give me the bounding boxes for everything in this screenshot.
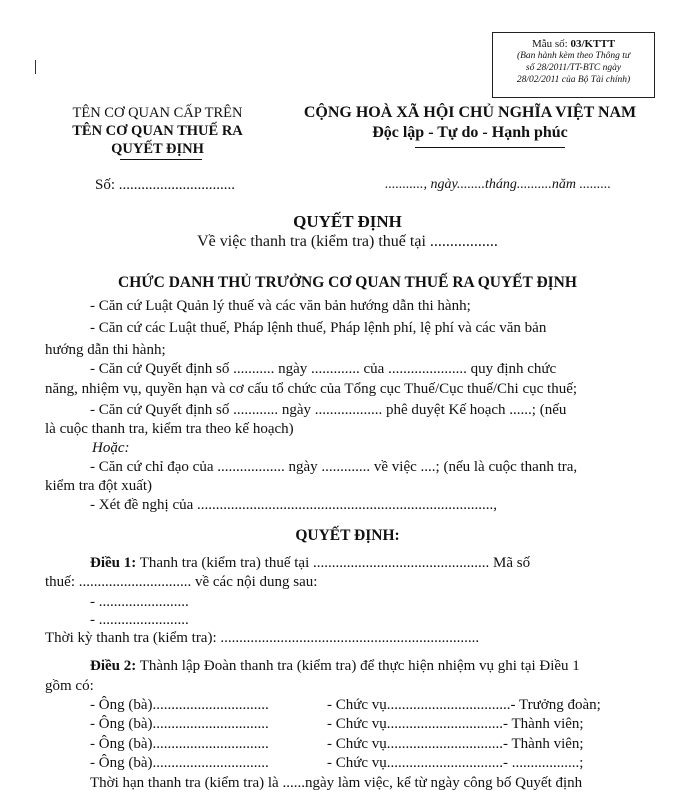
member-position: - Chức vụ...............................- Thành viên; (327, 736, 584, 752)
form-note-line: 28/02/2011 của Bộ Tài chính) (516, 75, 631, 85)
issuing-agency-line-1: TÊN CƠ QUAN THUẾ RA (72, 123, 243, 139)
motto-underline (415, 147, 565, 148)
document-title: QUYẾT ĐỊNH (293, 212, 402, 231)
preamble-alternative: Hoặc: (92, 440, 130, 456)
member-position: - Chức vụ...............................- Thành viên; (327, 716, 584, 732)
member-name: - Ông (bà)............................... (90, 755, 269, 771)
preamble-line: - Xét đề nghị của ..............................................................................., (90, 497, 498, 513)
article-2-line-1: Điều 2: Thành lập Đoàn thanh tra (kiểm tra) để thực hiện nhiệm vụ ghi tại Điều 1 (90, 658, 580, 674)
issuing-agency-line-2: QUYẾT ĐỊNH (111, 141, 204, 157)
inspection-duration: Thời hạn thanh tra (kiểm tra) là ......ngày làm việc, kể từ ngày công bố Quyết định (90, 775, 583, 791)
article-1-label: Điều 1: (90, 555, 137, 571)
text-cursor (35, 60, 36, 74)
form-code-box (492, 32, 655, 98)
article-1-line-2: thuế: .............................. về các nội dung sau: (45, 574, 318, 590)
article-2-label: Điều 2: (90, 658, 137, 674)
article-1-bullet: - ........................ (90, 612, 189, 628)
member-position: - Chức vụ.................................- Trưởng đoàn; (327, 697, 601, 713)
preamble-line: hướng dẫn thi hành; (45, 342, 166, 358)
member-name: - Ông (bà)............................... (90, 716, 269, 732)
decision-heading: QUYẾT ĐỊNH: (295, 527, 400, 544)
preamble-line: là cuộc thanh tra, kiểm tra theo kế hoạch) (45, 421, 294, 437)
preamble-line: - Căn cứ Quyết định số ............ ngày .................. phê duyệt Kế hoạch ......; (nếu (90, 402, 567, 418)
member-name: - Ông (bà)............................... (90, 736, 269, 752)
inspection-period: Thời kỳ thanh tra (kiểm tra): ..................................................................... (45, 630, 480, 646)
member-position: - Chức vụ...............................- ..................; (327, 755, 584, 771)
country-name: CỘNG HOÀ XÃ HỘI CHỦ NGHĨA VIỆT NAM (303, 104, 637, 121)
national-motto: Độc lập - Tự do - Hạnh phúc (372, 124, 568, 141)
preamble-line: - Căn cứ Quyết định số ........... ngày ............. của ..................... quy định chức (90, 361, 557, 377)
document-number: Số: ............................... (95, 177, 236, 193)
article-2-line-2: gồm có: (45, 678, 94, 694)
national-header (280, 103, 660, 143)
member-name: - Ông (bà)............................... (90, 697, 269, 713)
preamble-line: - Căn cứ Luật Quản lý thuế và các văn bản hướng dẫn thi hành; (90, 298, 471, 314)
preamble-line: - Căn cứ các Luật thuế, Pháp lệnh thuế, Pháp lệnh phí, lệ phí và các văn bản (90, 320, 547, 336)
form-note-line: (Ban hành kèm theo Thông tư (516, 51, 631, 61)
form-note-line: số 28/2011/TT-BTC ngày (525, 63, 622, 73)
article-1-line-1: Điều 1: Thanh tra (kiểm tra) thuế tại ............................................... Mã số (90, 555, 531, 571)
article-1-bullet: - ........................ (90, 594, 189, 610)
superior-agency: TÊN CƠ QUAN CẤP TRÊN (72, 105, 243, 121)
preamble-line: năng, nhiệm vụ, quyền hạn và cơ cấu tổ chức của Tổng cục Thuế/Cục thuế/Chi cục thuế; (45, 381, 578, 397)
date-line: ..........., ngày........tháng..........năm ......... (385, 177, 611, 192)
agency-underline (120, 159, 202, 160)
authority-title: CHỨC DANH THỦ TRƯỞNG CƠ QUAN THUẾ RA QUYẾT ĐỊNH (118, 274, 577, 291)
agency-header (60, 104, 255, 158)
document-subtitle: Về việc thanh tra (kiểm tra) thuế tại ................. (197, 233, 498, 250)
preamble-line: kiểm tra đột xuất) (45, 478, 153, 494)
preamble-line: - Căn cứ chỉ đạo của .................. ngày ............. về việc ....; (nếu là cuộc thanh tra, (90, 459, 578, 475)
form-code: Mẫu số: 03/KTTT (531, 38, 616, 50)
